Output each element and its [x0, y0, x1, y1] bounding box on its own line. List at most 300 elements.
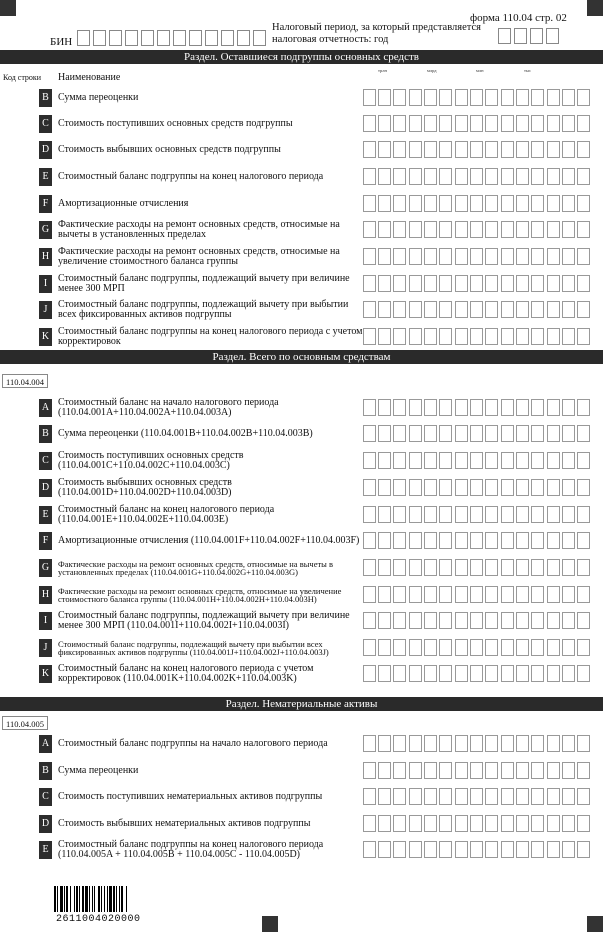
digit-cell[interactable]: [577, 612, 590, 629]
digit-cell[interactable]: [378, 89, 391, 106]
digit-cell[interactable]: [363, 815, 376, 832]
digit-cell[interactable]: [439, 841, 452, 858]
digit-cell[interactable]: [455, 168, 468, 185]
amount-input[interactable]: [363, 328, 593, 345]
digit-cell[interactable]: [393, 479, 406, 496]
digit-cell[interactable]: [562, 665, 575, 682]
digit-cell[interactable]: [363, 788, 376, 805]
digit-cell[interactable]: [393, 639, 406, 656]
amount-input[interactable]: [363, 248, 593, 265]
digit-cell[interactable]: [363, 639, 376, 656]
digit-cell[interactable]: [470, 665, 483, 682]
amount-input[interactable]: [363, 665, 593, 682]
digit-cell[interactable]: [455, 735, 468, 752]
digit-cell[interactable]: [393, 735, 406, 752]
digit-cell[interactable]: [562, 479, 575, 496]
digit-cell[interactable]: [470, 195, 483, 212]
bin-digit-box[interactable]: [157, 30, 170, 46]
digit-cell[interactable]: [501, 141, 514, 158]
amount-input[interactable]: [363, 559, 593, 576]
digit-cell[interactable]: [409, 328, 422, 345]
digit-cell[interactable]: [424, 506, 437, 523]
digit-cell[interactable]: [439, 735, 452, 752]
digit-cell[interactable]: [485, 479, 498, 496]
digit-cell[interactable]: [378, 841, 391, 858]
digit-cell[interactable]: [562, 89, 575, 106]
amount-input[interactable]: [363, 506, 593, 523]
digit-cell[interactable]: [378, 275, 391, 292]
digit-cell[interactable]: [562, 639, 575, 656]
digit-cell[interactable]: [393, 841, 406, 858]
digit-cell[interactable]: [485, 248, 498, 265]
digit-cell[interactable]: [378, 141, 391, 158]
digit-cell[interactable]: [378, 788, 391, 805]
digit-cell[interactable]: [378, 301, 391, 318]
digit-cell[interactable]: [485, 762, 498, 779]
digit-cell[interactable]: [470, 788, 483, 805]
digit-cell[interactable]: [363, 532, 376, 549]
digit-cell[interactable]: [485, 115, 498, 132]
digit-cell[interactable]: [424, 399, 437, 416]
digit-cell[interactable]: [531, 168, 544, 185]
digit-cell[interactable]: [547, 762, 560, 779]
digit-cell[interactable]: [424, 841, 437, 858]
digit-cell[interactable]: [409, 479, 422, 496]
digit-cell[interactable]: [485, 452, 498, 469]
digit-cell[interactable]: [501, 115, 514, 132]
digit-cell[interactable]: [516, 89, 529, 106]
amount-input[interactable]: [363, 221, 593, 238]
bin-digit-box[interactable]: [205, 30, 218, 46]
digit-cell[interactable]: [547, 89, 560, 106]
bin-digit-box[interactable]: [221, 30, 234, 46]
digit-cell[interactable]: [562, 275, 575, 292]
digit-cell[interactable]: [378, 762, 391, 779]
digit-cell[interactable]: [378, 195, 391, 212]
digit-cell[interactable]: [485, 586, 498, 603]
amount-input[interactable]: [363, 115, 593, 132]
digit-cell[interactable]: [393, 301, 406, 318]
digit-cell[interactable]: [531, 532, 544, 549]
digit-cell[interactable]: [363, 275, 376, 292]
digit-cell[interactable]: [547, 665, 560, 682]
digit-cell[interactable]: [577, 532, 590, 549]
digit-cell[interactable]: [531, 195, 544, 212]
digit-cell[interactable]: [516, 665, 529, 682]
digit-cell[interactable]: [393, 141, 406, 158]
amount-input[interactable]: [363, 168, 593, 185]
digit-cell[interactable]: [562, 559, 575, 576]
digit-cell[interactable]: [409, 532, 422, 549]
digit-cell[interactable]: [424, 788, 437, 805]
bin-digit-box[interactable]: [141, 30, 154, 46]
digit-cell[interactable]: [363, 762, 376, 779]
digit-cell[interactable]: [516, 115, 529, 132]
digit-cell[interactable]: [547, 195, 560, 212]
digit-cell[interactable]: [562, 168, 575, 185]
digit-cell[interactable]: [577, 425, 590, 442]
digit-cell[interactable]: [501, 248, 514, 265]
digit-cell[interactable]: [501, 479, 514, 496]
amount-input[interactable]: [363, 479, 593, 496]
digit-cell[interactable]: [424, 665, 437, 682]
digit-cell[interactable]: [409, 221, 422, 238]
digit-cell[interactable]: [439, 195, 452, 212]
digit-cell[interactable]: [547, 248, 560, 265]
amount-input[interactable]: [363, 735, 593, 752]
digit-cell[interactable]: [409, 115, 422, 132]
digit-cell[interactable]: [501, 559, 514, 576]
digit-cell[interactable]: [485, 168, 498, 185]
digit-cell[interactable]: [409, 168, 422, 185]
digit-cell[interactable]: [424, 559, 437, 576]
digit-cell[interactable]: [363, 735, 376, 752]
digit-cell[interactable]: [562, 141, 575, 158]
digit-cell[interactable]: [424, 425, 437, 442]
digit-cell[interactable]: [424, 735, 437, 752]
digit-cell[interactable]: [501, 301, 514, 318]
digit-cell[interactable]: [577, 275, 590, 292]
digit-cell[interactable]: [516, 425, 529, 442]
digit-cell[interactable]: [455, 141, 468, 158]
digit-cell[interactable]: [455, 301, 468, 318]
digit-cell[interactable]: [439, 399, 452, 416]
amount-input[interactable]: [363, 399, 593, 416]
digit-cell[interactable]: [393, 762, 406, 779]
digit-cell[interactable]: [424, 275, 437, 292]
digit-cell[interactable]: [501, 586, 514, 603]
year-digit-box[interactable]: [514, 28, 527, 44]
digit-cell[interactable]: [409, 301, 422, 318]
digit-cell[interactable]: [393, 586, 406, 603]
year-digit-box[interactable]: [546, 28, 559, 44]
digit-cell[interactable]: [439, 586, 452, 603]
digit-cell[interactable]: [378, 328, 391, 345]
digit-cell[interactable]: [409, 788, 422, 805]
digit-cell[interactable]: [363, 328, 376, 345]
digit-cell[interactable]: [378, 612, 391, 629]
digit-cell[interactable]: [516, 762, 529, 779]
digit-cell[interactable]: [424, 639, 437, 656]
bin-digit-box[interactable]: [125, 30, 138, 46]
digit-cell[interactable]: [485, 301, 498, 318]
digit-cell[interactable]: [363, 841, 376, 858]
digit-cell[interactable]: [577, 141, 590, 158]
digit-cell[interactable]: [424, 168, 437, 185]
digit-cell[interactable]: [562, 762, 575, 779]
digit-cell[interactable]: [439, 506, 452, 523]
digit-cell[interactable]: [547, 841, 560, 858]
digit-cell[interactable]: [485, 506, 498, 523]
digit-cell[interactable]: [409, 506, 422, 523]
digit-cell[interactable]: [455, 248, 468, 265]
digit-cell[interactable]: [470, 425, 483, 442]
digit-cell[interactable]: [409, 612, 422, 629]
digit-cell[interactable]: [393, 195, 406, 212]
digit-cell[interactable]: [577, 328, 590, 345]
amount-input[interactable]: [363, 788, 593, 805]
digit-cell[interactable]: [455, 506, 468, 523]
digit-cell[interactable]: [547, 815, 560, 832]
digit-cell[interactable]: [409, 665, 422, 682]
digit-cell[interactable]: [501, 762, 514, 779]
digit-cell[interactable]: [531, 248, 544, 265]
digit-cell[interactable]: [409, 425, 422, 442]
digit-cell[interactable]: [516, 479, 529, 496]
digit-cell[interactable]: [378, 665, 391, 682]
digit-cell[interactable]: [531, 841, 544, 858]
digit-cell[interactable]: [378, 532, 391, 549]
digit-cell[interactable]: [378, 586, 391, 603]
digit-cell[interactable]: [393, 221, 406, 238]
digit-cell[interactable]: [409, 815, 422, 832]
digit-cell[interactable]: [424, 586, 437, 603]
digit-cell[interactable]: [363, 425, 376, 442]
digit-cell[interactable]: [455, 221, 468, 238]
digit-cell[interactable]: [455, 328, 468, 345]
digit-cell[interactable]: [393, 612, 406, 629]
amount-input[interactable]: [363, 452, 593, 469]
digit-cell[interactable]: [393, 89, 406, 106]
digit-cell[interactable]: [501, 841, 514, 858]
bin-digit-box[interactable]: [237, 30, 250, 46]
amount-input[interactable]: [363, 841, 593, 858]
digit-cell[interactable]: [363, 452, 376, 469]
digit-cell[interactable]: [485, 612, 498, 629]
bin-digit-box[interactable]: [93, 30, 106, 46]
digit-cell[interactable]: [531, 612, 544, 629]
digit-cell[interactable]: [485, 195, 498, 212]
digit-cell[interactable]: [424, 115, 437, 132]
digit-cell[interactable]: [378, 735, 391, 752]
digit-cell[interactable]: [516, 248, 529, 265]
digit-cell[interactable]: [378, 479, 391, 496]
digit-cell[interactable]: [516, 141, 529, 158]
digit-cell[interactable]: [393, 506, 406, 523]
digit-cell[interactable]: [547, 275, 560, 292]
digit-cell[interactable]: [470, 221, 483, 238]
digit-cell[interactable]: [516, 301, 529, 318]
digit-cell[interactable]: [577, 168, 590, 185]
digit-cell[interactable]: [378, 221, 391, 238]
bin-digit-box[interactable]: [77, 30, 90, 46]
digit-cell[interactable]: [501, 452, 514, 469]
digit-cell[interactable]: [439, 168, 452, 185]
digit-cell[interactable]: [501, 532, 514, 549]
digit-cell[interactable]: [516, 841, 529, 858]
digit-cell[interactable]: [363, 89, 376, 106]
digit-cell[interactable]: [470, 735, 483, 752]
digit-cell[interactable]: [363, 399, 376, 416]
digit-cell[interactable]: [547, 586, 560, 603]
digit-cell[interactable]: [470, 815, 483, 832]
digit-cell[interactable]: [455, 425, 468, 442]
amount-input[interactable]: [363, 425, 593, 442]
digit-cell[interactable]: [531, 506, 544, 523]
amount-input[interactable]: [363, 301, 593, 318]
digit-cell[interactable]: [577, 788, 590, 805]
digit-cell[interactable]: [470, 275, 483, 292]
digit-cell[interactable]: [485, 221, 498, 238]
digit-cell[interactable]: [363, 195, 376, 212]
digit-cell[interactable]: [577, 195, 590, 212]
digit-cell[interactable]: [439, 788, 452, 805]
digit-cell[interactable]: [547, 328, 560, 345]
digit-cell[interactable]: [363, 221, 376, 238]
digit-cell[interactable]: [409, 248, 422, 265]
digit-cell[interactable]: [501, 195, 514, 212]
digit-cell[interactable]: [470, 762, 483, 779]
digit-cell[interactable]: [577, 639, 590, 656]
amount-input[interactable]: [363, 586, 593, 603]
digit-cell[interactable]: [424, 452, 437, 469]
digit-cell[interactable]: [516, 586, 529, 603]
digit-cell[interactable]: [531, 275, 544, 292]
digit-cell[interactable]: [393, 425, 406, 442]
digit-cell[interactable]: [378, 452, 391, 469]
digit-cell[interactable]: [439, 665, 452, 682]
digit-cell[interactable]: [455, 532, 468, 549]
digit-cell[interactable]: [531, 115, 544, 132]
digit-cell[interactable]: [577, 115, 590, 132]
digit-cell[interactable]: [439, 248, 452, 265]
digit-cell[interactable]: [516, 735, 529, 752]
bin-digit-box[interactable]: [109, 30, 122, 46]
digit-cell[interactable]: [577, 735, 590, 752]
digit-cell[interactable]: [501, 399, 514, 416]
digit-cell[interactable]: [424, 89, 437, 106]
digit-cell[interactable]: [501, 815, 514, 832]
digit-cell[interactable]: [516, 788, 529, 805]
digit-cell[interactable]: [439, 221, 452, 238]
digit-cell[interactable]: [393, 248, 406, 265]
digit-cell[interactable]: [378, 639, 391, 656]
digit-cell[interactable]: [393, 115, 406, 132]
digit-cell[interactable]: [547, 479, 560, 496]
digit-cell[interactable]: [424, 195, 437, 212]
digit-cell[interactable]: [547, 425, 560, 442]
digit-cell[interactable]: [409, 141, 422, 158]
digit-cell[interactable]: [470, 452, 483, 469]
digit-cell[interactable]: [393, 328, 406, 345]
digit-cell[interactable]: [531, 735, 544, 752]
digit-cell[interactable]: [455, 115, 468, 132]
digit-cell[interactable]: [470, 586, 483, 603]
digit-cell[interactable]: [470, 612, 483, 629]
digit-cell[interactable]: [577, 665, 590, 682]
digit-cell[interactable]: [424, 301, 437, 318]
digit-cell[interactable]: [547, 788, 560, 805]
digit-cell[interactable]: [470, 141, 483, 158]
digit-cell[interactable]: [455, 762, 468, 779]
digit-cell[interactable]: [455, 275, 468, 292]
digit-cell[interactable]: [516, 612, 529, 629]
digit-cell[interactable]: [501, 639, 514, 656]
digit-cell[interactable]: [439, 559, 452, 576]
digit-cell[interactable]: [485, 735, 498, 752]
amount-input[interactable]: [363, 195, 593, 212]
digit-cell[interactable]: [455, 559, 468, 576]
digit-cell[interactable]: [455, 639, 468, 656]
digit-cell[interactable]: [455, 612, 468, 629]
digit-cell[interactable]: [470, 328, 483, 345]
digit-cell[interactable]: [393, 399, 406, 416]
digit-cell[interactable]: [531, 328, 544, 345]
digit-cell[interactable]: [378, 115, 391, 132]
digit-cell[interactable]: [531, 399, 544, 416]
digit-cell[interactable]: [485, 639, 498, 656]
digit-cell[interactable]: [378, 425, 391, 442]
digit-cell[interactable]: [409, 399, 422, 416]
digit-cell[interactable]: [378, 815, 391, 832]
digit-cell[interactable]: [577, 248, 590, 265]
digit-cell[interactable]: [439, 275, 452, 292]
digit-cell[interactable]: [363, 559, 376, 576]
digit-cell[interactable]: [485, 815, 498, 832]
digit-cell[interactable]: [531, 89, 544, 106]
digit-cell[interactable]: [562, 506, 575, 523]
digit-cell[interactable]: [547, 559, 560, 576]
digit-cell[interactable]: [516, 559, 529, 576]
amount-input[interactable]: [363, 532, 593, 549]
digit-cell[interactable]: [424, 479, 437, 496]
digit-cell[interactable]: [547, 735, 560, 752]
digit-cell[interactable]: [562, 735, 575, 752]
digit-cell[interactable]: [485, 788, 498, 805]
digit-cell[interactable]: [378, 506, 391, 523]
year-input[interactable]: [498, 28, 562, 44]
digit-cell[interactable]: [439, 328, 452, 345]
digit-cell[interactable]: [516, 328, 529, 345]
digit-cell[interactable]: [378, 399, 391, 416]
digit-cell[interactable]: [577, 479, 590, 496]
digit-cell[interactable]: [363, 479, 376, 496]
digit-cell[interactable]: [485, 559, 498, 576]
digit-cell[interactable]: [531, 221, 544, 238]
digit-cell[interactable]: [577, 506, 590, 523]
digit-cell[interactable]: [393, 275, 406, 292]
digit-cell[interactable]: [455, 195, 468, 212]
digit-cell[interactable]: [501, 665, 514, 682]
digit-cell[interactable]: [439, 532, 452, 549]
digit-cell[interactable]: [439, 479, 452, 496]
digit-cell[interactable]: [409, 841, 422, 858]
digit-cell[interactable]: [393, 452, 406, 469]
digit-cell[interactable]: [562, 221, 575, 238]
digit-cell[interactable]: [393, 665, 406, 682]
digit-cell[interactable]: [562, 248, 575, 265]
digit-cell[interactable]: [531, 452, 544, 469]
amount-input[interactable]: [363, 639, 593, 656]
digit-cell[interactable]: [409, 275, 422, 292]
digit-cell[interactable]: [531, 479, 544, 496]
digit-cell[interactable]: [409, 452, 422, 469]
digit-cell[interactable]: [424, 532, 437, 549]
digit-cell[interactable]: [501, 735, 514, 752]
digit-cell[interactable]: [547, 506, 560, 523]
digit-cell[interactable]: [501, 89, 514, 106]
digit-cell[interactable]: [485, 425, 498, 442]
digit-cell[interactable]: [470, 168, 483, 185]
digit-cell[interactable]: [577, 559, 590, 576]
digit-cell[interactable]: [363, 506, 376, 523]
digit-cell[interactable]: [439, 452, 452, 469]
digit-cell[interactable]: [470, 115, 483, 132]
digit-cell[interactable]: [439, 425, 452, 442]
bin-digit-box[interactable]: [173, 30, 186, 46]
digit-cell[interactable]: [485, 665, 498, 682]
digit-cell[interactable]: [531, 301, 544, 318]
